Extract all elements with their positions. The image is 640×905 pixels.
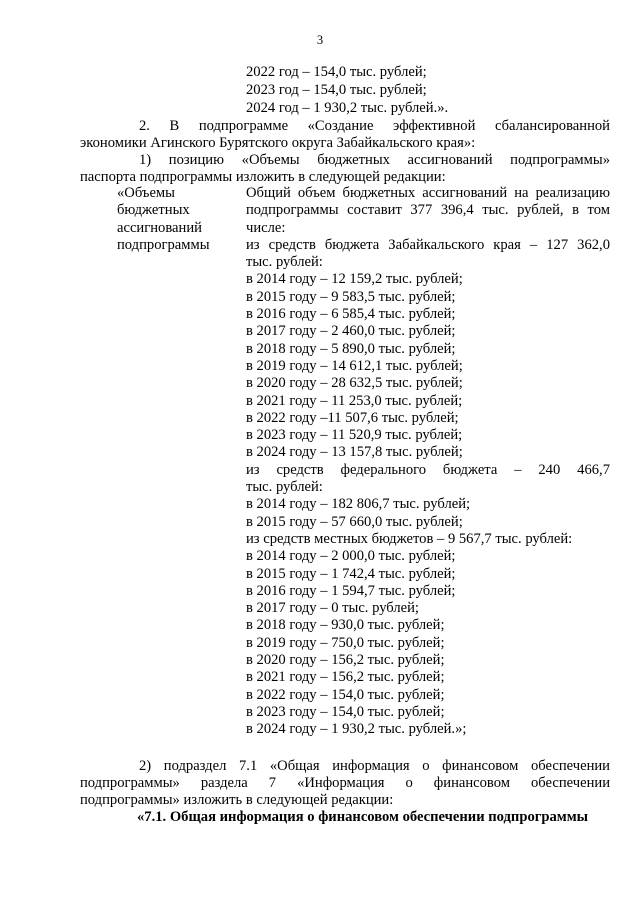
item-2-line-3: подпрограммы» изложить в следующей редакции:: [80, 792, 394, 808]
table-left-line: «Объемы: [117, 185, 175, 201]
table-right-line: в 2024 году – 1 930,2 тыс. рублей.»;: [246, 721, 467, 738]
table-right-line: в 2014 году – 2 000,0 тыс. рублей;: [246, 548, 456, 565]
table-right-line: подпрограммы составит 377 396,4 тыс. рублей, в том: [246, 202, 610, 219]
item-1-line-1: 1) позицию «Объемы бюджетных ассигнований подпрограммы»: [139, 152, 610, 168]
table-right-line: в 2015 году – 1 742,4 тыс. рублей;: [246, 565, 456, 582]
table-right-line: Общий объем бюджетных ассигнований на реализацию: [246, 185, 610, 201]
table-right-line: в 2016 году – 1 594,7 тыс. рублей;: [246, 582, 456, 599]
table-right-line: в 2015 году – 57 660,0 тыс. рублей;: [246, 513, 463, 530]
table-right-line: из средств местных бюджетов – 9 567,7 тыс. рублей:: [246, 530, 573, 547]
table-right-line: тыс. рублей:: [246, 479, 323, 496]
table-right-line: числе:: [246, 219, 286, 236]
table-left-line: подпрограммы: [117, 236, 210, 253]
table-right-line: тыс. рублей:: [246, 254, 323, 271]
item-2-paragraph: [80, 758, 610, 809]
table-left-column: [117, 185, 227, 254]
table-right-line: в 2021 году – 11 253,0 тыс. рублей;: [246, 392, 463, 409]
table-right-line: из средств бюджета Забайкальского края – 127 362,0: [246, 236, 610, 253]
table-right-line: в 2020 году – 156,2 тыс. рублей;: [246, 652, 445, 669]
intro-line-2: 2023 год – 154,0 тыс. рублей;: [246, 82, 427, 98]
section-heading: «7.1. Общая информация о финансовом обеспечении подпрограммы: [137, 809, 589, 825]
table-right-line: в 2023 году – 154,0 тыс. рублей;: [246, 703, 445, 720]
table-right-line: в 2022 году – 154,0 тыс. рублей;: [246, 686, 445, 703]
table-left-line: бюджетных: [117, 202, 190, 219]
table-right-line: в 2019 году – 14 612,1 тыс. рублей;: [246, 357, 463, 374]
table-left-line: ассигнований: [117, 219, 202, 236]
table-right-line: в 2020 году – 28 632,5 тыс. рублей;: [246, 375, 463, 392]
table-right-line: в 2018 году – 930,0 тыс. рублей;: [246, 617, 445, 634]
table-right-line: в 2015 году – 9 583,5 тыс. рублей;: [246, 288, 456, 305]
table-right-line: в 2016 году – 6 585,4 тыс. рублей;: [246, 306, 456, 323]
table-right-line: в 2014 году – 12 159,2 тыс. рублей;: [246, 271, 463, 288]
intro-line-1: 2022 год – 154,0 тыс. рублей;: [246, 64, 427, 80]
table-right-line: в 2018 году – 5 890,0 тыс. рублей;: [246, 340, 456, 357]
table-right-line: в 2017 году – 0 тыс. рублей;: [246, 600, 419, 617]
table-right-line: в 2017 году – 2 460,0 тыс. рублей;: [246, 323, 456, 340]
item-2-line-2: подпрограммы» раздела 7 «Информация о финансовом обеспечении: [80, 775, 610, 791]
table-right-line: в 2023 году – 11 520,9 тыс. рублей;: [246, 427, 463, 444]
table-right-line: в 2019 году – 750,0 тыс. рублей;: [246, 634, 445, 651]
item-1-paragraph: [80, 152, 610, 186]
table-right-column: [246, 185, 610, 739]
paragraph-2-line-2: экономики Агинского Бурятского округа Забайкальского края»:: [80, 135, 476, 151]
table-right-line: из средств федерального бюджета – 240 466,7: [246, 461, 610, 478]
table-right-line: в 2022 году –11 507,6 тыс. рублей;: [246, 409, 459, 426]
intro-line-3: 2024 год – 1 930,2 тыс. рублей.».: [246, 100, 449, 116]
paragraph-2: [80, 118, 610, 152]
paragraph-2-line-1: 2. В подпрограмме «Создание эффективной сбалансированной: [139, 118, 610, 134]
item-2-line-1: 2) подраздел 7.1 «Общая информация о финансовом обеспечении: [139, 758, 610, 774]
table-right-line: в 2024 году – 13 157,8 тыс. рублей;: [246, 444, 463, 461]
item-1-line-2: паспорта подпрограммы изложить в следующей редакции:: [80, 169, 446, 185]
page-number: 3: [316, 33, 324, 47]
table-right-line: в 2014 году – 182 806,7 тыс. рублей;: [246, 496, 471, 513]
table-right-line: в 2021 году – 156,2 тыс. рублей;: [246, 669, 445, 686]
